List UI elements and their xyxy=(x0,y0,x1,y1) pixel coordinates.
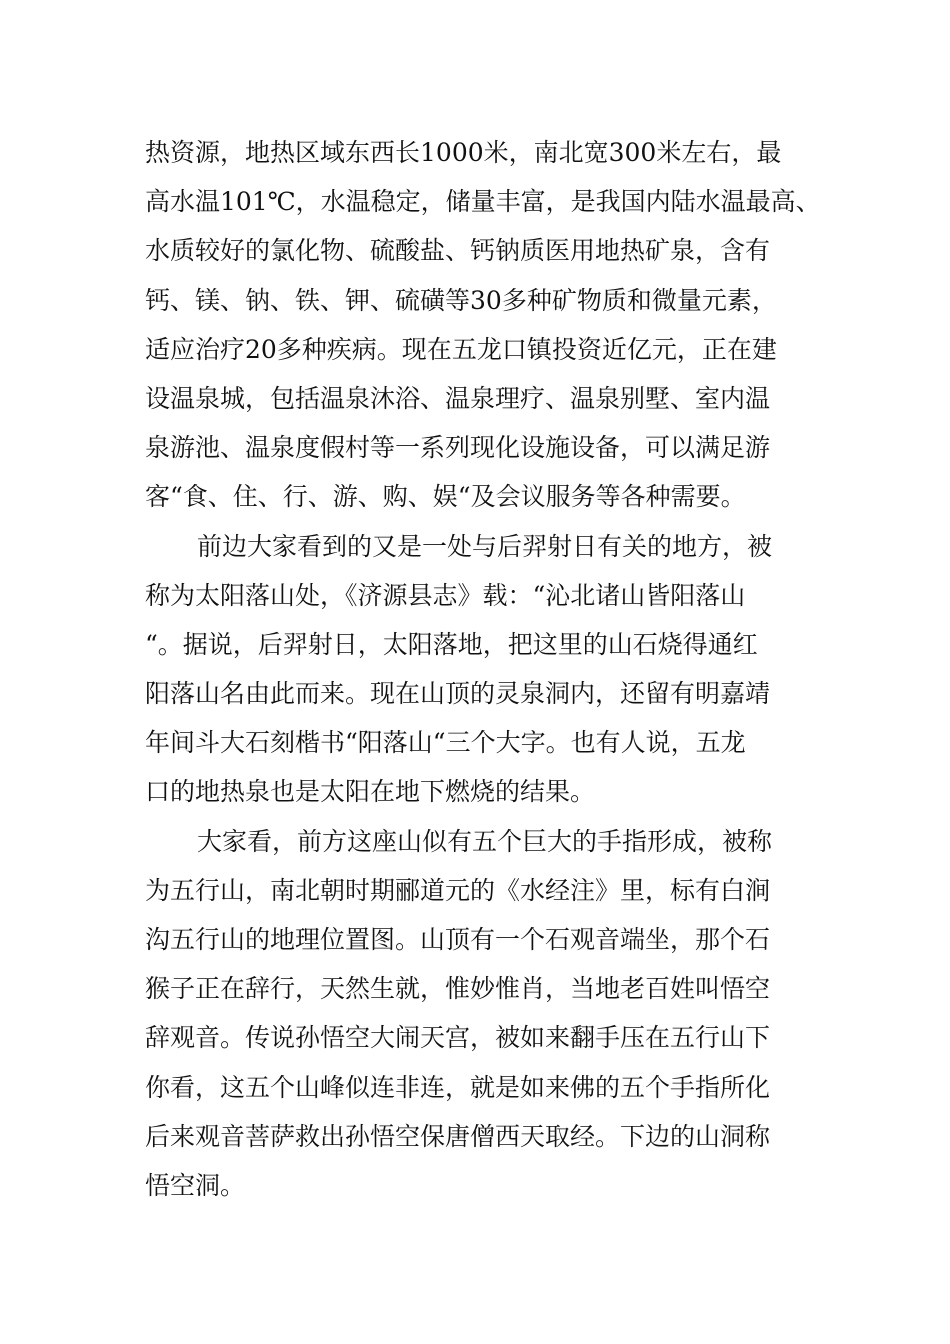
paragraph-first-line: 前边大家看到的又是一处与后羿射日有关的地方，被 xyxy=(197,531,773,561)
paragraph-line: 悟空洞。 xyxy=(145,1170,246,1200)
paragraph-line: “。据说，后羿射日，太阳落地，把这里的山石烧得通红 xyxy=(145,629,758,659)
paragraph-line: 辞观音。传说孙悟空大闹天宫，被如来翻手压在五行山下 xyxy=(145,1023,771,1053)
paragraph-line: 适应治疗20多种疾病。现在五龙口镇投资近亿元，正在建 xyxy=(145,334,777,364)
paragraph-1 xyxy=(145,128,825,522)
paragraph-line: 后来观音菩萨救出孙悟空保唐僧西天取经。下边的山洞称 xyxy=(145,1121,771,1151)
paragraph-line: 水质较好的氯化物、硫酸盐、钙钠质医用地热矿泉，含有 xyxy=(145,236,771,266)
paragraph-line: 猴子正在辞行，天然生就，惟妙惟肖，当地老百姓叫悟空 xyxy=(145,974,771,1004)
paragraph-line: 为五行山，南北朝时期郦道元的《水经注》里，标有白涧 xyxy=(145,875,771,905)
paragraph-line: 热资源，地热区域东西长1000米，南北宽300米左右，最 xyxy=(145,138,782,167)
paragraph-line: 设温泉城，包括温泉沐浴、温泉理疗、温泉别墅、室内温 xyxy=(145,383,771,413)
paragraph-line: 年间斗大石刻楷书“阳落山“三个大字。也有人说，五龙 xyxy=(145,728,746,758)
paragraph-line: 阳落山名由此而来。现在山顶的灵泉洞内，还留有明嘉靖 xyxy=(145,679,771,709)
paragraph-line: 泉游池、温泉度假村等一系列现化设施设备，可以满足游 xyxy=(145,433,771,463)
paragraph-2 xyxy=(145,522,825,817)
paragraph-first-line: 大家看，前方这座山似有五个巨大的手指形成，被称 xyxy=(197,826,773,856)
paragraph-line: 称为太阳落山处，《济源县志》载：“沁北诸山皆阳落山 xyxy=(145,580,746,610)
paragraph-line: 客“食、住、行、游、购、娱“及会议服务等各种需要。 xyxy=(145,482,746,512)
document-body xyxy=(145,128,825,1210)
paragraph-line: 你看，这五个山峰似连非连，就是如来佛的五个手指所化 xyxy=(145,1072,771,1102)
paragraph-line: 高水温101℃，水温稳定，储量丰富，是我国内陆水温最高、 xyxy=(145,187,821,217)
paragraph-3 xyxy=(145,817,825,1211)
paragraph-line: 钙、镁、钠、铁、钾、硫磺等30多种矿物质和微量元素， xyxy=(145,285,777,315)
paragraph-line: 沟五行山的地理位置图。山顶有一个石观音端坐，那个石 xyxy=(145,925,771,954)
paragraph-line: 口的地热泉也是太阳在地下燃烧的结果。 xyxy=(145,777,596,807)
